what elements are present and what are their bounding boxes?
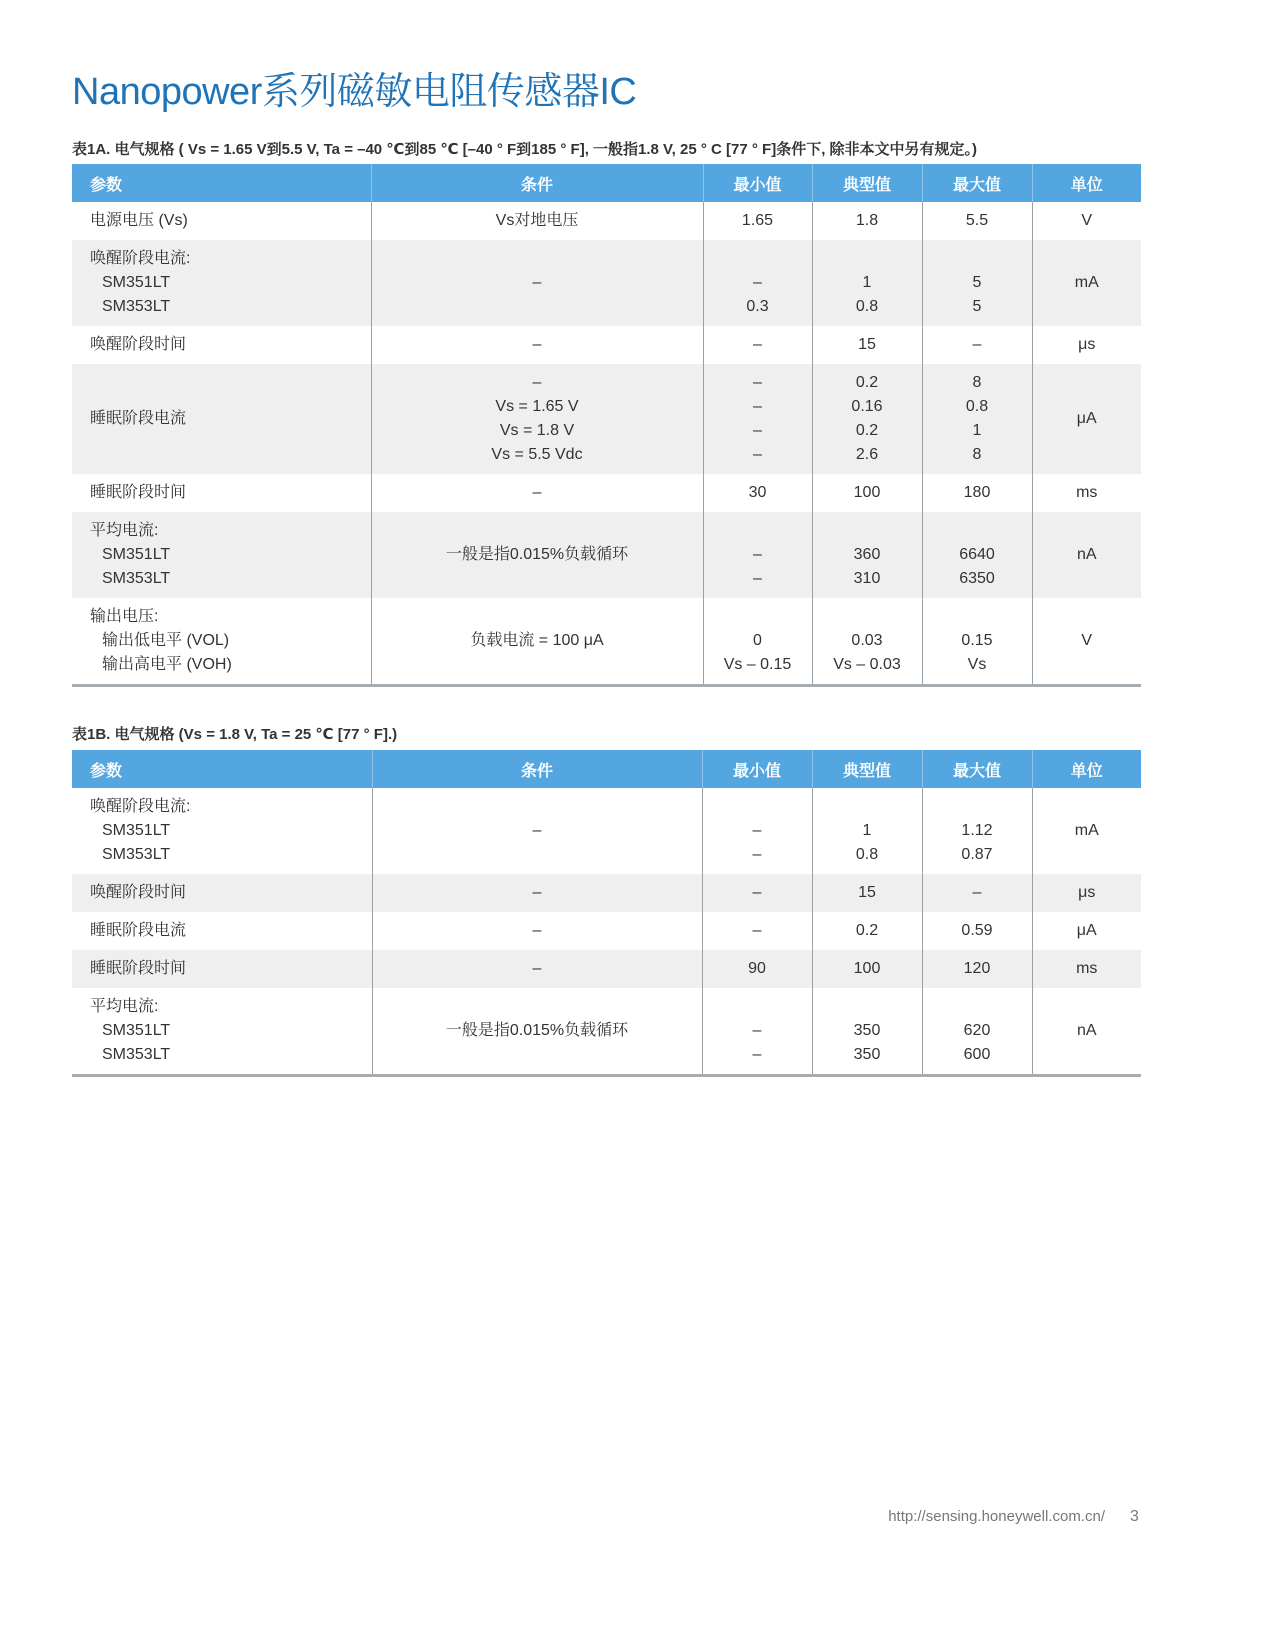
table-1b-caption: 表1B. 电气规格 (Vs = 1.8 V, Ta = 25 ℃ [77 ° F].) xyxy=(72,726,398,743)
min-cell xyxy=(702,874,812,912)
condition-cell xyxy=(371,202,703,240)
param-cell xyxy=(72,950,372,988)
cell-value: – xyxy=(532,484,542,501)
unit-cell: V xyxy=(1032,202,1141,240)
cell-value: – xyxy=(753,374,762,391)
cell-value: – xyxy=(753,570,762,587)
typ-cell xyxy=(812,364,922,474)
condition-cell xyxy=(371,240,703,326)
table-1b xyxy=(72,750,1141,1077)
table-row xyxy=(72,788,1141,874)
max-cell xyxy=(922,912,1032,950)
table-row xyxy=(72,912,1141,950)
cell-value: 120 xyxy=(963,960,991,977)
header-min: 最小值 xyxy=(702,750,812,788)
param-label: 电源电压 (Vs) xyxy=(90,212,188,229)
cell-value: Vs – 0.03 xyxy=(833,656,901,673)
cell-value: – xyxy=(532,274,542,291)
min-cell xyxy=(703,240,812,326)
cell-value: – xyxy=(753,274,762,291)
param-label: 唤醒阶段电流: xyxy=(90,250,191,267)
condition-cell xyxy=(372,788,702,874)
typ-cell xyxy=(812,202,922,240)
param-cell xyxy=(72,874,372,912)
unit-cell: mA xyxy=(1032,240,1141,326)
header-unit: 单位 xyxy=(1032,164,1141,202)
param-label: 睡眠阶段时间 xyxy=(90,960,187,977)
typ-cell xyxy=(812,788,922,874)
cell-value: 0.03 xyxy=(851,632,883,649)
param-label: 平均电流: xyxy=(90,998,159,1015)
cell-value: 90 xyxy=(748,960,766,977)
cell-value: – xyxy=(532,960,542,977)
param-label: 睡眠阶段电流 xyxy=(90,922,187,939)
cell-value: – xyxy=(532,822,542,839)
param-sub-label: 输出高电平 (VOH) xyxy=(102,656,232,673)
param-cell xyxy=(72,512,371,598)
condition-cell xyxy=(372,912,702,950)
cell-value: 0.16 xyxy=(851,398,883,415)
max-cell xyxy=(922,474,1032,512)
header-condition: 条件 xyxy=(371,164,703,202)
cell-value: 5 xyxy=(972,298,982,315)
param-sub-label: SM353LT xyxy=(102,570,171,587)
cell-value: – xyxy=(753,398,762,415)
param-sub-label: SM351LT xyxy=(102,822,171,839)
param-sub-label: SM351LT xyxy=(102,274,171,291)
cell-value: – xyxy=(752,1046,762,1063)
cell-value: – xyxy=(752,822,762,839)
cell-value: 6640 xyxy=(959,546,995,563)
cell-value: 1 xyxy=(862,822,872,839)
cell-value: 6350 xyxy=(959,570,995,587)
cell-value: 1.8 xyxy=(855,212,879,229)
cell-value: 0.2 xyxy=(855,374,879,391)
cell-value: 0.8 xyxy=(855,298,879,315)
unit-cell: nA xyxy=(1032,988,1141,1076)
cell-value: 1 xyxy=(862,274,872,291)
param-label: 唤醒阶段时间 xyxy=(90,884,187,901)
param-sub-label: SM351LT xyxy=(102,546,171,563)
header-max: 最大值 xyxy=(922,750,1032,788)
table-row xyxy=(72,240,1141,326)
param-label: 睡眠阶段时间 xyxy=(90,484,187,501)
typ-cell xyxy=(812,912,922,950)
cell-value: – xyxy=(753,546,762,563)
cell-value: 600 xyxy=(963,1046,991,1063)
cell-value: 100 xyxy=(853,960,881,977)
param-sub-label: SM351LT xyxy=(102,1022,171,1039)
cell-value: 一般是指0.015%负载循环 xyxy=(445,546,629,563)
cell-value: 1 xyxy=(972,422,982,439)
cell-value: 5 xyxy=(972,274,982,291)
table-1a-caption: 表1A. 电气规格 ( Vs = 1.65 V到5.5 V, Ta = –40 ℃到85 ℃ [–40 ° F到185 ° F], 一般指1.8 V, 25 ° C [77 ° F]条件下, 除非本文中另有规定。) xyxy=(72,141,978,158)
cell-value: 负载电流 = 100 μA xyxy=(470,632,604,649)
param-label: 睡眠阶段电流 xyxy=(90,410,187,427)
unit-cell: μA xyxy=(1032,912,1141,950)
cell-value: 0 xyxy=(753,632,762,649)
param-sub-label: SM353LT xyxy=(102,298,171,315)
max-cell xyxy=(922,512,1032,598)
param-cell xyxy=(72,474,371,512)
cell-value: 180 xyxy=(963,484,991,501)
typ-cell xyxy=(812,988,922,1076)
param-label: 输出电压: xyxy=(90,608,159,625)
condition-cell xyxy=(371,326,703,364)
param-cell xyxy=(72,326,371,364)
table-row xyxy=(72,364,1141,474)
param-cell xyxy=(72,364,371,474)
min-cell xyxy=(703,202,812,240)
cell-value: Vs = 5.5 Vdc xyxy=(491,446,583,463)
typ-cell xyxy=(812,598,922,686)
cell-value: 620 xyxy=(963,1022,991,1039)
unit-cell: μA xyxy=(1032,364,1141,474)
cell-value: 5.5 xyxy=(965,212,989,229)
cell-value: 15 xyxy=(858,884,876,901)
cell-value: 100 xyxy=(853,484,881,501)
condition-cell xyxy=(371,598,703,686)
cell-value: – xyxy=(752,922,762,939)
table-row xyxy=(72,950,1141,988)
min-cell xyxy=(703,364,812,474)
cell-value: 8 xyxy=(972,446,982,463)
table-1a xyxy=(72,164,1141,687)
param-cell xyxy=(72,988,372,1076)
cell-value: – xyxy=(752,846,762,863)
param-cell xyxy=(72,912,372,950)
param-cell xyxy=(72,598,371,686)
param-sub-label: SM353LT xyxy=(102,1046,171,1063)
cell-value: 0.59 xyxy=(961,922,993,939)
param-cell xyxy=(72,202,371,240)
header-param: 参数 xyxy=(72,750,372,788)
header-unit: 单位 xyxy=(1032,750,1141,788)
min-cell xyxy=(702,788,812,874)
table-header-row xyxy=(72,164,1141,202)
cell-value: 0.15 xyxy=(961,632,993,649)
cell-value: – xyxy=(752,1022,762,1039)
typ-cell xyxy=(812,874,922,912)
cell-value: 2.6 xyxy=(855,446,879,463)
cell-value: 1.65 xyxy=(741,212,774,229)
typ-cell xyxy=(812,326,922,364)
header-condition: 条件 xyxy=(372,750,702,788)
max-cell xyxy=(922,202,1032,240)
page-number: 3 xyxy=(1130,1508,1139,1525)
unit-cell: ms xyxy=(1032,474,1141,512)
condition-cell xyxy=(372,988,702,1076)
table-row xyxy=(72,988,1141,1076)
table-header-row xyxy=(72,750,1141,788)
max-cell xyxy=(922,598,1032,686)
cell-value: – xyxy=(532,374,542,391)
condition-cell xyxy=(371,512,703,598)
min-cell xyxy=(702,912,812,950)
cell-value: – xyxy=(753,446,762,463)
table-row xyxy=(72,326,1141,364)
cell-value: – xyxy=(753,336,762,353)
cell-value: 一般是指0.015%负载循环 xyxy=(445,1022,629,1039)
header-param: 参数 xyxy=(72,164,371,202)
param-sub-label: 输出低电平 (VOL) xyxy=(102,632,230,649)
min-cell xyxy=(703,326,812,364)
param-cell xyxy=(72,788,372,874)
cell-value: 0.8 xyxy=(855,846,879,863)
min-cell xyxy=(703,598,812,686)
condition-cell xyxy=(371,474,703,512)
unit-cell: V xyxy=(1032,598,1141,686)
cell-value: 310 xyxy=(853,570,881,587)
cell-value: Vs = 1.8 V xyxy=(499,422,575,439)
header-typ: 典型值 xyxy=(812,750,922,788)
typ-cell xyxy=(812,474,922,512)
typ-cell xyxy=(812,512,922,598)
table-row xyxy=(72,474,1141,512)
cell-value: 350 xyxy=(853,1022,881,1039)
cell-value: 0.87 xyxy=(961,846,993,863)
table-row xyxy=(72,598,1141,686)
param-label: 平均电流: xyxy=(90,522,159,539)
min-cell xyxy=(703,512,812,598)
cell-value: 1.12 xyxy=(961,822,993,839)
max-cell xyxy=(922,364,1032,474)
unit-cell: μs xyxy=(1032,326,1141,364)
cell-value: Vs xyxy=(967,656,987,673)
param-cell xyxy=(72,240,371,326)
typ-cell xyxy=(812,950,922,988)
page-title: Nanopower系列磁敏电阻传感器IC xyxy=(72,71,637,113)
max-cell xyxy=(922,788,1032,874)
cell-value: Vs = 1.65 V xyxy=(495,398,579,415)
header-max: 最大值 xyxy=(922,164,1032,202)
cell-value: Vs – 0.15 xyxy=(723,656,792,673)
typ-cell xyxy=(812,240,922,326)
cell-value: Vs对地电压 xyxy=(495,212,579,229)
cell-value: – xyxy=(532,884,542,901)
min-cell xyxy=(702,988,812,1076)
cell-value: – xyxy=(532,336,542,353)
condition-cell xyxy=(372,950,702,988)
max-cell xyxy=(922,874,1032,912)
unit-cell: mA xyxy=(1032,788,1141,874)
footer-url[interactable]: http://sensing.honeywell.com.cn/ xyxy=(888,1508,1105,1525)
cell-value: 15 xyxy=(858,336,876,353)
max-cell xyxy=(922,988,1032,1076)
cell-value: – xyxy=(532,922,542,939)
cell-value: 8 xyxy=(972,374,982,391)
cell-value: 0.2 xyxy=(855,922,879,939)
table-row xyxy=(72,512,1141,598)
param-label: 唤醒阶段时间 xyxy=(90,336,187,353)
max-cell xyxy=(922,950,1032,988)
cell-value: 30 xyxy=(748,484,767,501)
header-typ: 典型值 xyxy=(812,164,922,202)
cell-value: 350 xyxy=(853,1046,881,1063)
cell-value: 0.3 xyxy=(746,298,769,315)
condition-cell xyxy=(372,874,702,912)
cell-value: 0.2 xyxy=(855,422,879,439)
param-label: 唤醒阶段电流: xyxy=(90,798,191,815)
cell-value: 360 xyxy=(853,546,881,563)
cell-value: 0.8 xyxy=(965,398,989,415)
unit-cell: nA xyxy=(1032,512,1141,598)
min-cell xyxy=(703,474,812,512)
condition-cell xyxy=(371,364,703,474)
table-row xyxy=(72,874,1141,912)
unit-cell: ms xyxy=(1032,950,1141,988)
cell-value: – xyxy=(752,884,762,901)
cell-value: – xyxy=(972,336,982,353)
table-row xyxy=(72,202,1141,240)
unit-cell: μs xyxy=(1032,874,1141,912)
min-cell xyxy=(702,950,812,988)
header-min: 最小值 xyxy=(703,164,812,202)
max-cell xyxy=(922,240,1032,326)
cell-value: – xyxy=(753,422,762,439)
cell-value: – xyxy=(972,884,982,901)
max-cell xyxy=(922,326,1032,364)
param-sub-label: SM353LT xyxy=(102,846,171,863)
